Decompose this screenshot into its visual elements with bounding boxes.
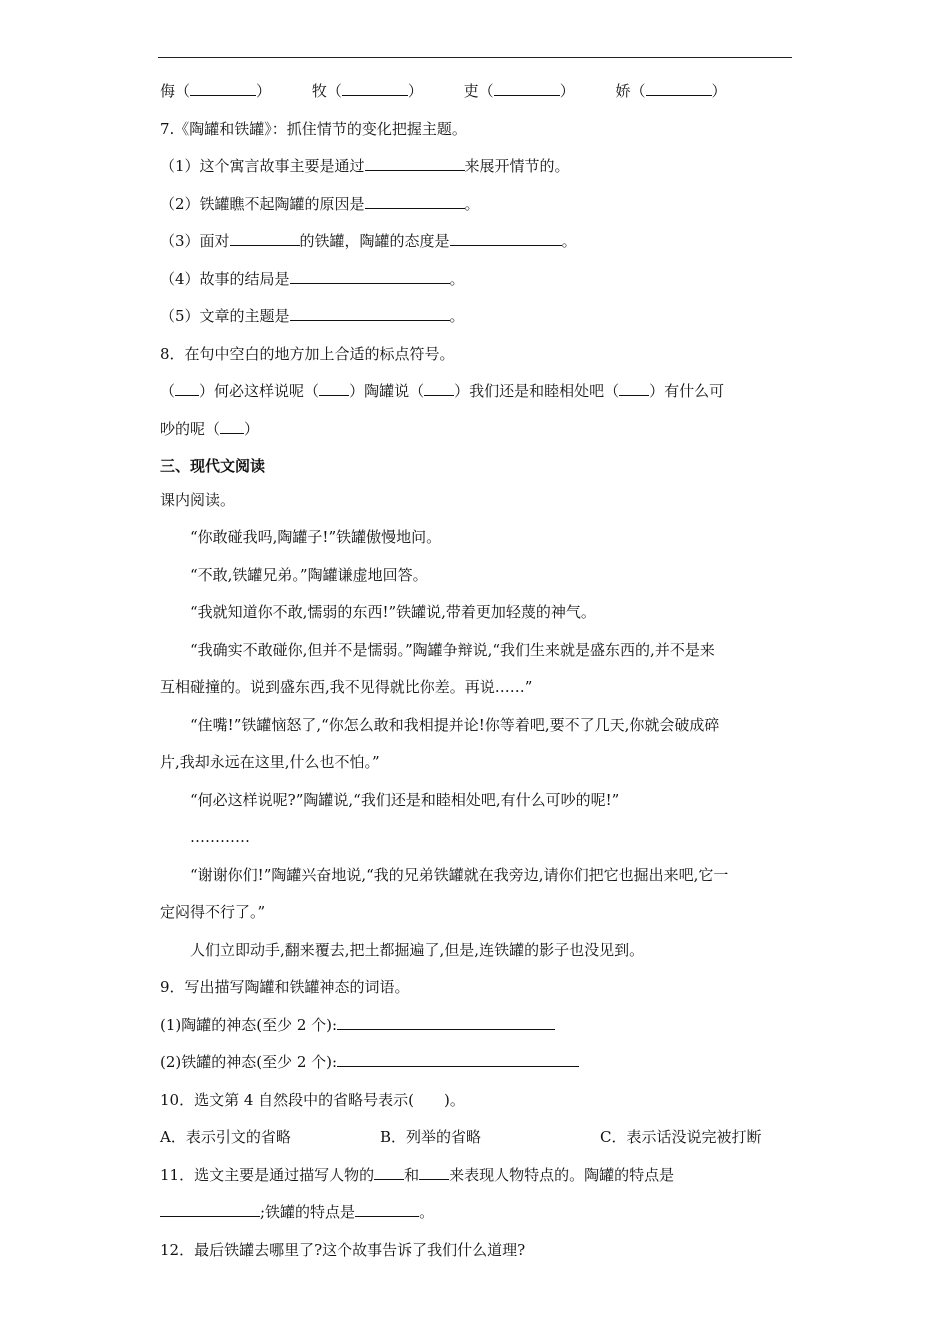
answer-blank[interactable] bbox=[374, 1163, 404, 1180]
question-10-title: 10．选文第 4 自然段中的省略号表示( )。 bbox=[160, 1090, 465, 1109]
question-11-line-1: 11．选文主要是通过描写人物的 和 来表现人物特点的。陶罐的特点是 bbox=[160, 1162, 792, 1200]
punct-blank[interactable] bbox=[220, 417, 244, 434]
char-item: 侮（ ） bbox=[160, 78, 271, 104]
question-12-title: 12．最后铁罐去哪里了?这个故事告诉了我们什么道理? bbox=[160, 1240, 526, 1259]
option-c[interactable]: C．表示话没说完被打断 bbox=[600, 1128, 762, 1146]
question-11-line-2: ;铁罐的特点是 。 bbox=[160, 1199, 792, 1237]
answer-blank[interactable] bbox=[365, 192, 465, 209]
passage-paragraph: “你敢碰我吗,陶罐子!”铁罐傲慢地问。 bbox=[190, 528, 442, 546]
question-9-title: 9．写出描写陶罐和铁罐神态的词语。 bbox=[160, 978, 410, 996]
answer-blank[interactable] bbox=[450, 229, 562, 246]
character-row bbox=[160, 78, 792, 116]
q8-line-2: 吵的呢（ ） bbox=[160, 416, 792, 454]
passage-paragraph: “我就知道你不敢,懦弱的东西!”铁罐说,带着更加轻蔑的神气。 bbox=[190, 603, 596, 621]
punct-blank[interactable] bbox=[424, 379, 454, 396]
q7-item-4: （4）故事的结局是 。 bbox=[160, 266, 792, 304]
answer-blank[interactable] bbox=[355, 1200, 419, 1217]
passage-paragraph: “不敢,铁罐兄弟。”陶罐谦虚地回答。 bbox=[190, 565, 428, 584]
option-a[interactable]: A．表示引文的省略 bbox=[160, 1128, 291, 1146]
q9-item-a: (1)陶罐的神态(至少 2 个): bbox=[160, 1012, 792, 1050]
q9-item-b: (2)铁罐的神态(至少 2 个): bbox=[160, 1049, 792, 1087]
passage-paragraph: “谢谢你们!”陶罐兴奋地说,“我的兄弟铁罐就在我旁边,请你们把它也掘出来吧,它一 bbox=[190, 865, 729, 884]
answer-blank[interactable] bbox=[365, 154, 465, 171]
q10-options bbox=[160, 1124, 792, 1162]
answer-blank[interactable] bbox=[230, 229, 300, 246]
char-item: 吏（ ） bbox=[464, 78, 575, 104]
q8-line-1: （ ）何必这样说呢（ ）陶罐说（ ）我们还是和睦相处吧（ ）有什么可 bbox=[160, 378, 792, 416]
header-rule bbox=[158, 57, 792, 58]
answer-blank[interactable] bbox=[290, 304, 450, 321]
question-7-title: 7.《陶罐和铁罐》：抓住情节的变化把握主题。 bbox=[160, 119, 467, 138]
answer-line[interactable] bbox=[337, 1050, 579, 1067]
option-b[interactable]: B．列举的省略 bbox=[380, 1128, 482, 1146]
passage-paragraph: 定闷得不行了。” bbox=[160, 903, 266, 921]
passage-paragraph: “我确实不敢碰你,但并不是懦弱。”陶罐争辩说,“我们生来就是盛东西的,并不是来 bbox=[190, 640, 715, 659]
worksheet-content bbox=[160, 78, 792, 1274]
punct-blank[interactable] bbox=[619, 379, 649, 396]
punct-blank[interactable] bbox=[319, 379, 349, 396]
answer-blank[interactable] bbox=[646, 79, 712, 96]
q7-item-5: （5）文章的主题是 。 bbox=[160, 303, 792, 341]
answer-blank[interactable] bbox=[190, 79, 256, 96]
passage-paragraph: “何必这样说呢?”陶罐说,“我们还是和睦相处吧,有什么可吵的呢!” bbox=[190, 790, 620, 809]
char-item: 牧（ ） bbox=[312, 78, 423, 104]
answer-blank[interactable] bbox=[494, 79, 560, 96]
question-8-title: 8．在句中空白的地方加上合适的标点符号。 bbox=[160, 344, 455, 363]
answer-blank[interactable] bbox=[290, 267, 450, 284]
q7-item-1: （1）这个寓言故事主要是通过 来展开情节的。 bbox=[160, 153, 792, 191]
q7-item-2: （2）铁罐瞧不起陶罐的原因是 。 bbox=[160, 191, 792, 229]
answer-blank[interactable] bbox=[342, 79, 408, 96]
passage-ellipsis: ………… bbox=[190, 828, 250, 846]
answer-line[interactable] bbox=[337, 1013, 555, 1030]
passage-paragraph: “住嘴!”铁罐恼怒了,“你怎么敢和我相提并论!你等着吧,要不了几天,你就会破成碎 bbox=[190, 715, 720, 734]
q7-item-3: （3）面对 的铁罐，陶罐的态度是 。 bbox=[160, 228, 792, 266]
passage-paragraph: 片,我却永远在这里,什么也不怕。” bbox=[160, 753, 380, 771]
punct-blank[interactable] bbox=[175, 379, 199, 396]
passage-paragraph: 人们立即动手,翻来覆去,把土都掘遍了,但是,连铁罐的影子也没见到。 bbox=[190, 940, 645, 959]
char-item: 娇（ ） bbox=[615, 78, 726, 104]
answer-blank[interactable] bbox=[160, 1200, 260, 1217]
section-3-heading: 三、现代文阅读 bbox=[160, 457, 266, 475]
section-3-intro: 课内阅读。 bbox=[160, 491, 236, 509]
passage-paragraph: 互相碰撞的。说到盛东西,我不见得就比你差。再说……” bbox=[160, 678, 533, 696]
answer-blank[interactable] bbox=[419, 1163, 449, 1180]
